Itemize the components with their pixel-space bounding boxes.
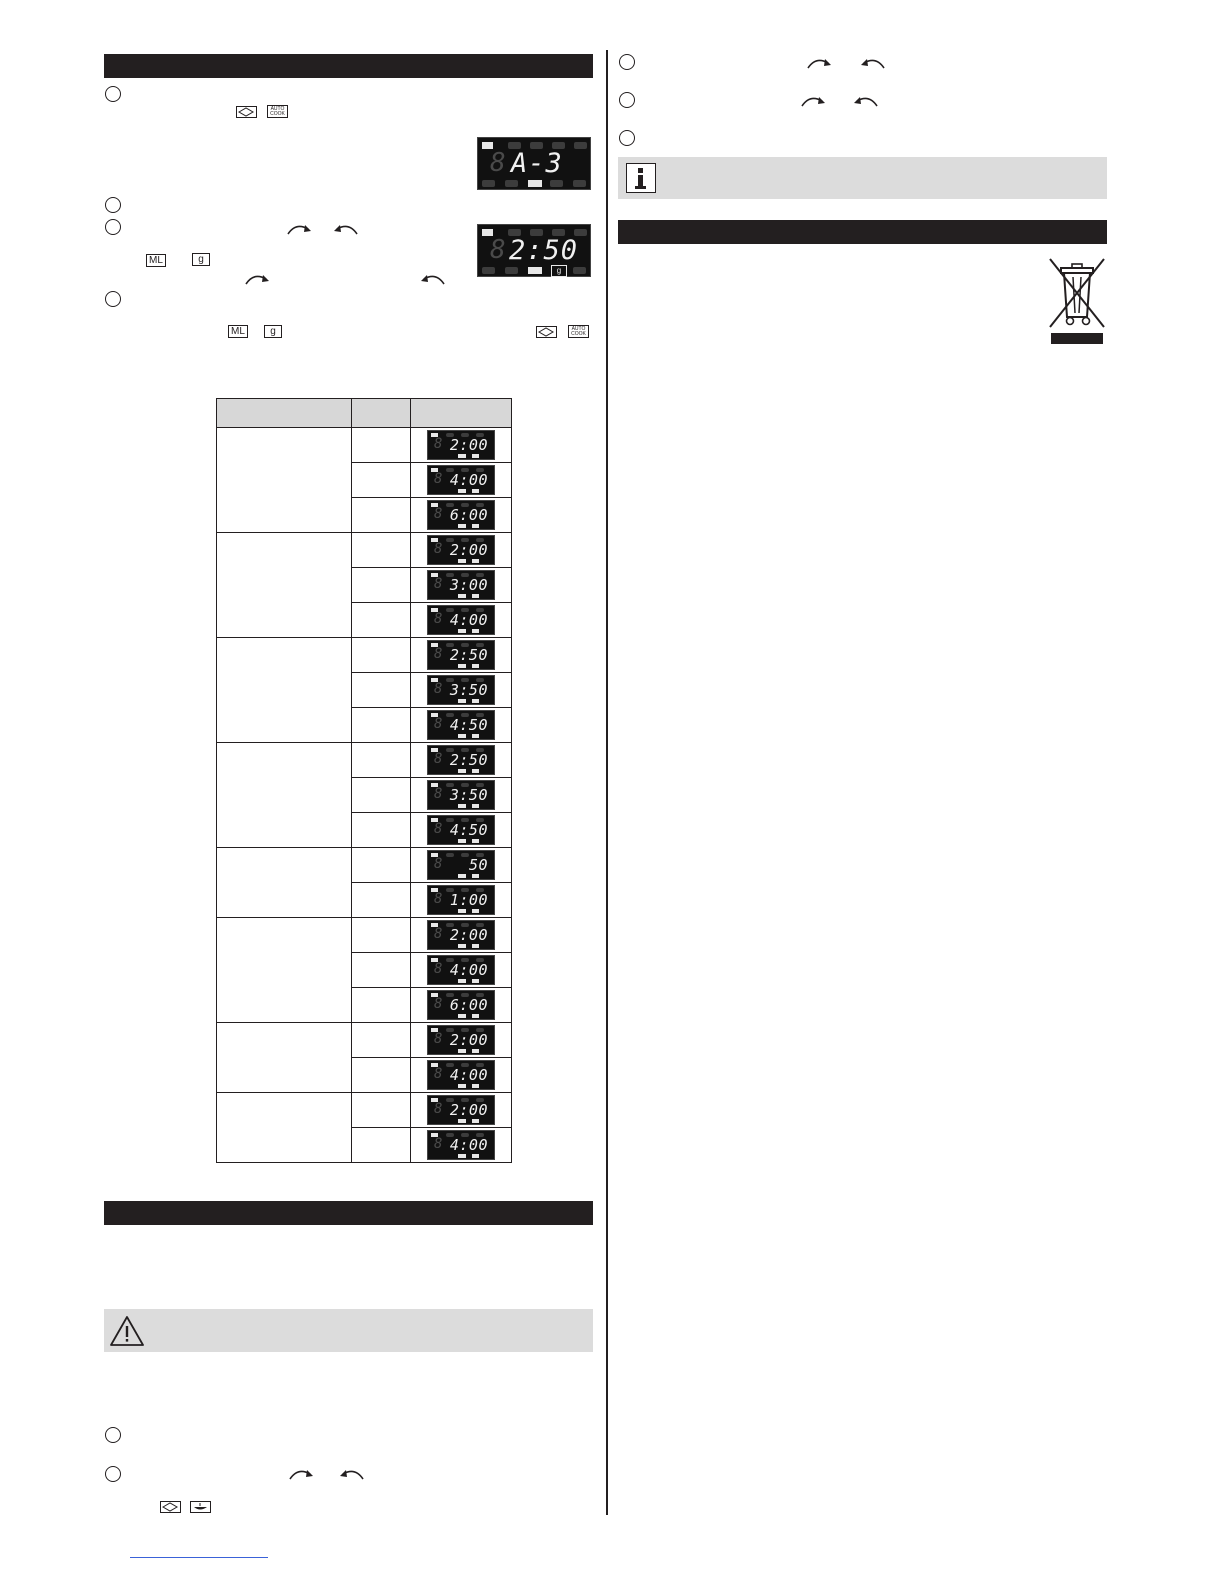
section-header-disposal xyxy=(618,220,1107,244)
auto-cook-icon xyxy=(267,105,288,118)
display-time-text: 2:00 xyxy=(449,1031,488,1049)
info-icon-base xyxy=(635,186,646,189)
auto-cook-indicator-icon xyxy=(458,734,466,738)
display-ghost-digit: 8 xyxy=(434,506,443,522)
auto-cook-indicator-icon xyxy=(458,1084,466,1088)
auto-cook-indicator-icon xyxy=(458,1014,466,1018)
display-time-text: 2:00 xyxy=(449,541,488,559)
auto-cook-indicator-icon xyxy=(458,629,466,633)
weight-cell xyxy=(352,428,411,463)
display-pad xyxy=(573,180,586,187)
mini-display xyxy=(427,675,495,705)
table-header-row xyxy=(217,399,512,428)
display-ghost-digit: 8 xyxy=(434,436,443,452)
display-cell xyxy=(411,568,512,603)
weight-cell xyxy=(352,848,411,883)
weight-cell xyxy=(352,1093,411,1128)
step-2-marker xyxy=(105,1466,121,1482)
display-time-text: 2:00 xyxy=(449,1101,488,1119)
mini-display xyxy=(427,1060,495,1090)
display-cell-wrapper xyxy=(411,743,511,777)
unit-indicator-icon xyxy=(472,524,479,528)
display-cell xyxy=(411,673,512,708)
display-cell xyxy=(411,988,512,1023)
table-row xyxy=(217,638,512,673)
display-cell-wrapper xyxy=(411,673,511,707)
defrost-icon xyxy=(160,1501,181,1513)
weight-cell xyxy=(352,953,411,988)
auto-cook-indicator-icon xyxy=(458,594,466,598)
auto-cook-table xyxy=(216,398,512,1163)
cook-label: COOK xyxy=(571,331,586,337)
table-row xyxy=(217,1023,512,1058)
table-body xyxy=(217,428,512,1163)
display-time-text: 6:00 xyxy=(449,506,488,524)
table-row xyxy=(217,848,512,883)
auto-cook-indicator-icon xyxy=(458,664,466,668)
display-time-text: 4:00 xyxy=(449,961,488,979)
auto-cook-indicator-icon xyxy=(458,909,466,913)
auto-cook-indicator-icon xyxy=(458,1154,466,1158)
auto-cook-indicator-icon xyxy=(458,944,466,948)
display-program-a3 xyxy=(477,137,591,190)
table-row xyxy=(217,743,512,778)
mini-display xyxy=(427,500,495,530)
table-row xyxy=(217,428,512,463)
auto-cook-indicator-icon xyxy=(458,524,466,528)
auto-label: AUTO xyxy=(270,106,285,112)
unit-indicator-icon xyxy=(472,734,479,738)
weee-bin-icon xyxy=(1046,255,1108,347)
unit-indicator-icon xyxy=(472,559,479,563)
display-time-text: 50 xyxy=(468,856,488,874)
display-ghost-digit: 8 xyxy=(434,961,443,977)
display-cell xyxy=(411,1023,512,1058)
display-time-text: 2:00 xyxy=(449,926,488,944)
weight-cell xyxy=(352,778,411,813)
weight-cell xyxy=(352,743,411,778)
clockwise-arrow-icon xyxy=(806,55,834,69)
weight-cell xyxy=(352,533,411,568)
counterclockwise-arrow-icon xyxy=(331,221,359,235)
display-cell xyxy=(411,533,512,568)
mini-display xyxy=(427,710,495,740)
weight-cell xyxy=(352,1128,411,1163)
auto-cook-indicator-icon xyxy=(458,489,466,493)
food-category-cell xyxy=(217,533,352,638)
weight-cell xyxy=(352,673,411,708)
display-time-text: 3:50 xyxy=(449,786,488,804)
display-pad xyxy=(573,267,586,274)
unit-indicator-icon xyxy=(472,629,479,633)
display-cell-wrapper xyxy=(411,1093,511,1127)
display-time-text: 2:50 xyxy=(509,235,579,266)
display-cell xyxy=(411,638,512,673)
unit-indicator-icon xyxy=(472,664,479,668)
section-header-auto-cook xyxy=(104,54,593,78)
food-category-cell xyxy=(217,848,352,918)
display-ghost-digit: 8 xyxy=(434,751,443,767)
step-1-marker xyxy=(105,1427,121,1443)
section-header-lower xyxy=(104,1201,593,1225)
step-5-marker xyxy=(619,54,635,70)
unit-indicator-icon xyxy=(472,944,479,948)
auto-cook-indicator-icon xyxy=(458,699,466,703)
g-key-icon: g xyxy=(192,253,210,266)
display-program-text: A-3 xyxy=(511,148,563,179)
display-time-text: 4:00 xyxy=(449,1136,488,1154)
display-pad xyxy=(461,853,469,857)
g-key-icon: g xyxy=(264,325,282,338)
mini-display xyxy=(427,640,495,670)
unit-indicator-icon xyxy=(472,874,479,878)
display-ghost-digit: 8 xyxy=(434,1066,443,1082)
display-cell-wrapper xyxy=(411,463,511,497)
display-pad xyxy=(550,180,563,187)
step-2-marker xyxy=(105,197,121,213)
step-7-marker xyxy=(619,130,635,146)
mini-display xyxy=(427,745,495,775)
step-4-marker xyxy=(105,291,121,307)
mini-display xyxy=(427,780,495,810)
display-cell-wrapper xyxy=(411,848,511,882)
display-ghost-digit: 8 xyxy=(434,1101,443,1117)
food-category-cell xyxy=(217,743,352,848)
counterclockwise-arrow-icon xyxy=(858,55,886,69)
step-6-marker xyxy=(619,92,635,108)
unit-indicator-icon xyxy=(472,594,479,598)
display-cell-wrapper xyxy=(411,1128,511,1162)
display-time-text: 2:50 xyxy=(449,751,488,769)
info-icon xyxy=(626,163,656,193)
weight-cell xyxy=(352,463,411,498)
clockwise-arrow-icon xyxy=(288,1466,316,1480)
counterclockwise-arrow-icon xyxy=(337,1466,365,1480)
display-cell xyxy=(411,743,512,778)
display-cell-wrapper xyxy=(411,1058,511,1092)
display-cell-wrapper xyxy=(411,953,511,987)
unit-g-indicator: g xyxy=(551,265,567,277)
display-pad xyxy=(446,853,454,857)
mini-display xyxy=(427,815,495,845)
display-ghost-digit: 8 xyxy=(434,786,443,802)
auto-cook-indicator-icon xyxy=(458,769,466,773)
counterclockwise-arrow-icon xyxy=(418,271,446,285)
display-ghost-digit: 8 xyxy=(434,646,443,662)
mini-display xyxy=(427,920,495,950)
display-cell-wrapper xyxy=(411,498,511,532)
ml-key-icon: ML xyxy=(228,325,248,338)
display-ghost-digit: 8 xyxy=(434,926,443,942)
weight-cell xyxy=(352,813,411,848)
mini-display xyxy=(427,1025,495,1055)
display-cell-wrapper xyxy=(411,1023,511,1057)
display-cell-wrapper xyxy=(411,603,511,637)
display-cell-wrapper xyxy=(411,638,511,672)
display-time-text: 4:00 xyxy=(449,611,488,629)
mini-display xyxy=(427,1095,495,1125)
mini-display xyxy=(427,570,495,600)
cook-label: COOK xyxy=(270,111,285,117)
display-ghost-digit: 8 xyxy=(434,576,443,592)
display-ghost-digit: 8 xyxy=(434,891,443,907)
display-pad xyxy=(482,267,495,274)
mini-display xyxy=(427,1130,495,1160)
display-ghost-digit: 8 xyxy=(434,856,443,872)
display-cell-wrapper xyxy=(411,428,511,462)
mini-display xyxy=(427,990,495,1020)
unit-indicator-icon xyxy=(472,1154,479,1158)
display-cell-wrapper xyxy=(411,708,511,742)
unit-indicator-icon xyxy=(472,699,479,703)
auto-cook-indicator-icon xyxy=(458,804,466,808)
auto-cook-indicator-icon xyxy=(458,839,466,843)
auto-cook-indicator-icon xyxy=(458,1119,466,1123)
weight-cell xyxy=(352,498,411,533)
food-category-cell xyxy=(217,1023,352,1093)
display-cell xyxy=(411,848,512,883)
display-time-text: 2:00 xyxy=(449,436,488,454)
info-box xyxy=(618,157,1107,199)
display-cell-wrapper xyxy=(411,813,511,847)
weight-cell xyxy=(352,1058,411,1093)
display-pad xyxy=(574,142,587,149)
display-cell-wrapper xyxy=(411,883,511,917)
table-row xyxy=(217,533,512,568)
defrost-icon xyxy=(236,106,257,118)
display-ghost-digit: 8 xyxy=(490,235,506,265)
display-cell xyxy=(411,918,512,953)
display-pad xyxy=(482,180,495,187)
mini-display xyxy=(427,430,495,460)
bowl-icon xyxy=(190,1501,211,1513)
display-ghost-digit: 8 xyxy=(434,996,443,1012)
weight-cell xyxy=(352,883,411,918)
counterclockwise-arrow-icon xyxy=(851,93,879,107)
display-cell-wrapper xyxy=(411,568,511,602)
display-ghost-digit: 8 xyxy=(434,1031,443,1047)
unit-indicator-icon xyxy=(472,804,479,808)
auto-cook-indicator-icon xyxy=(458,874,466,878)
food-category-cell xyxy=(217,428,352,533)
step-3-marker xyxy=(105,219,121,235)
auto-cook-indicator-icon xyxy=(458,979,466,983)
display-cell xyxy=(411,1093,512,1128)
auto-cook-indicator-icon xyxy=(528,180,542,187)
table-row xyxy=(217,918,512,953)
unit-indicator-icon xyxy=(472,454,479,458)
weight-cell xyxy=(352,603,411,638)
display-cell-wrapper xyxy=(411,533,511,567)
display-time-text: 6:00 xyxy=(449,996,488,1014)
food-category-cell xyxy=(217,638,352,743)
display-ghost-digit: 8 xyxy=(434,681,443,697)
display-ghost-digit: 8 xyxy=(434,541,443,557)
weight-cell xyxy=(352,568,411,603)
display-pad xyxy=(505,180,518,187)
auto-cook-indicator-icon xyxy=(458,1049,466,1053)
display-cell xyxy=(411,498,512,533)
display-cell-wrapper xyxy=(411,778,511,812)
mini-display xyxy=(427,955,495,985)
food-category-cell xyxy=(217,1093,352,1163)
display-ghost-digit: 8 xyxy=(434,716,443,732)
auto-cook-icon xyxy=(568,325,589,338)
display-ghost-digit: 8 xyxy=(434,821,443,837)
weight-cell xyxy=(352,988,411,1023)
weight-cell xyxy=(352,1023,411,1058)
column-divider xyxy=(606,50,608,1515)
unit-indicator-icon xyxy=(472,769,479,773)
unit-indicator-icon xyxy=(472,489,479,493)
display-cell xyxy=(411,463,512,498)
warning-box xyxy=(104,1309,593,1352)
display-ghost-digit: 8 xyxy=(434,611,443,627)
display-cell-wrapper xyxy=(411,988,511,1022)
display-cell xyxy=(411,1128,512,1163)
table-row xyxy=(217,1093,512,1128)
clockwise-arrow-icon xyxy=(286,221,314,235)
display-cell xyxy=(411,953,512,988)
footer-link-underline[interactable] xyxy=(130,1557,268,1558)
display-cell xyxy=(411,428,512,463)
weight-cell xyxy=(352,638,411,673)
display-cell-wrapper xyxy=(411,918,511,952)
display-cell xyxy=(411,708,512,743)
weight-cell xyxy=(352,918,411,953)
weight-cell xyxy=(352,708,411,743)
mini-display xyxy=(427,465,495,495)
unit-indicator-icon xyxy=(472,1049,479,1053)
display-time-text: 3:50 xyxy=(449,681,488,699)
display-cell xyxy=(411,883,512,918)
ml-key-icon: ML xyxy=(146,254,166,267)
display-time-text: 1:00 xyxy=(449,891,488,909)
table-header-cell xyxy=(411,399,512,428)
mini-display xyxy=(427,605,495,635)
mini-display xyxy=(427,535,495,565)
unit-indicator-icon xyxy=(472,839,479,843)
auto-cook-indicator-icon xyxy=(458,559,466,563)
display-time-text: 4:50 xyxy=(449,716,488,734)
display-time-text: 4:00 xyxy=(449,471,488,489)
table-header-cell xyxy=(217,399,352,428)
mini-display xyxy=(427,850,495,880)
auto-cook-indicator-icon xyxy=(528,267,542,274)
clockwise-arrow-icon xyxy=(244,271,272,285)
step-1-marker xyxy=(105,86,121,102)
display-ghost-digit: 8 xyxy=(434,1136,443,1152)
warning-icon xyxy=(109,1315,145,1347)
display-time-text: 4:00 xyxy=(449,1066,488,1084)
display-time-2-50 xyxy=(477,224,591,277)
info-icon-dot xyxy=(638,168,643,173)
unit-indicator-icon xyxy=(472,979,479,983)
display-time-text: 3:00 xyxy=(449,576,488,594)
food-category-cell xyxy=(217,918,352,1023)
display-ghost-digit: 8 xyxy=(434,471,443,487)
display-time-text: 4:50 xyxy=(449,821,488,839)
display-cell xyxy=(411,1058,512,1093)
auto-label: AUTO xyxy=(571,326,586,332)
defrost-icon xyxy=(536,326,557,338)
display-pad xyxy=(505,267,518,274)
mini-display xyxy=(427,885,495,915)
clockwise-arrow-icon xyxy=(800,93,828,107)
display-ghost-digit: 8 xyxy=(490,148,506,178)
unit-indicator-icon xyxy=(472,1084,479,1088)
unit-indicator-icon xyxy=(472,1119,479,1123)
display-cell xyxy=(411,813,512,848)
auto-cook-indicator-icon xyxy=(458,454,466,458)
display-cell xyxy=(411,778,512,813)
display-cell xyxy=(411,603,512,638)
display-time-text: 2:50 xyxy=(449,646,488,664)
unit-indicator-icon xyxy=(472,909,479,913)
unit-indicator-icon xyxy=(472,1014,479,1018)
table-header-cell xyxy=(352,399,411,428)
